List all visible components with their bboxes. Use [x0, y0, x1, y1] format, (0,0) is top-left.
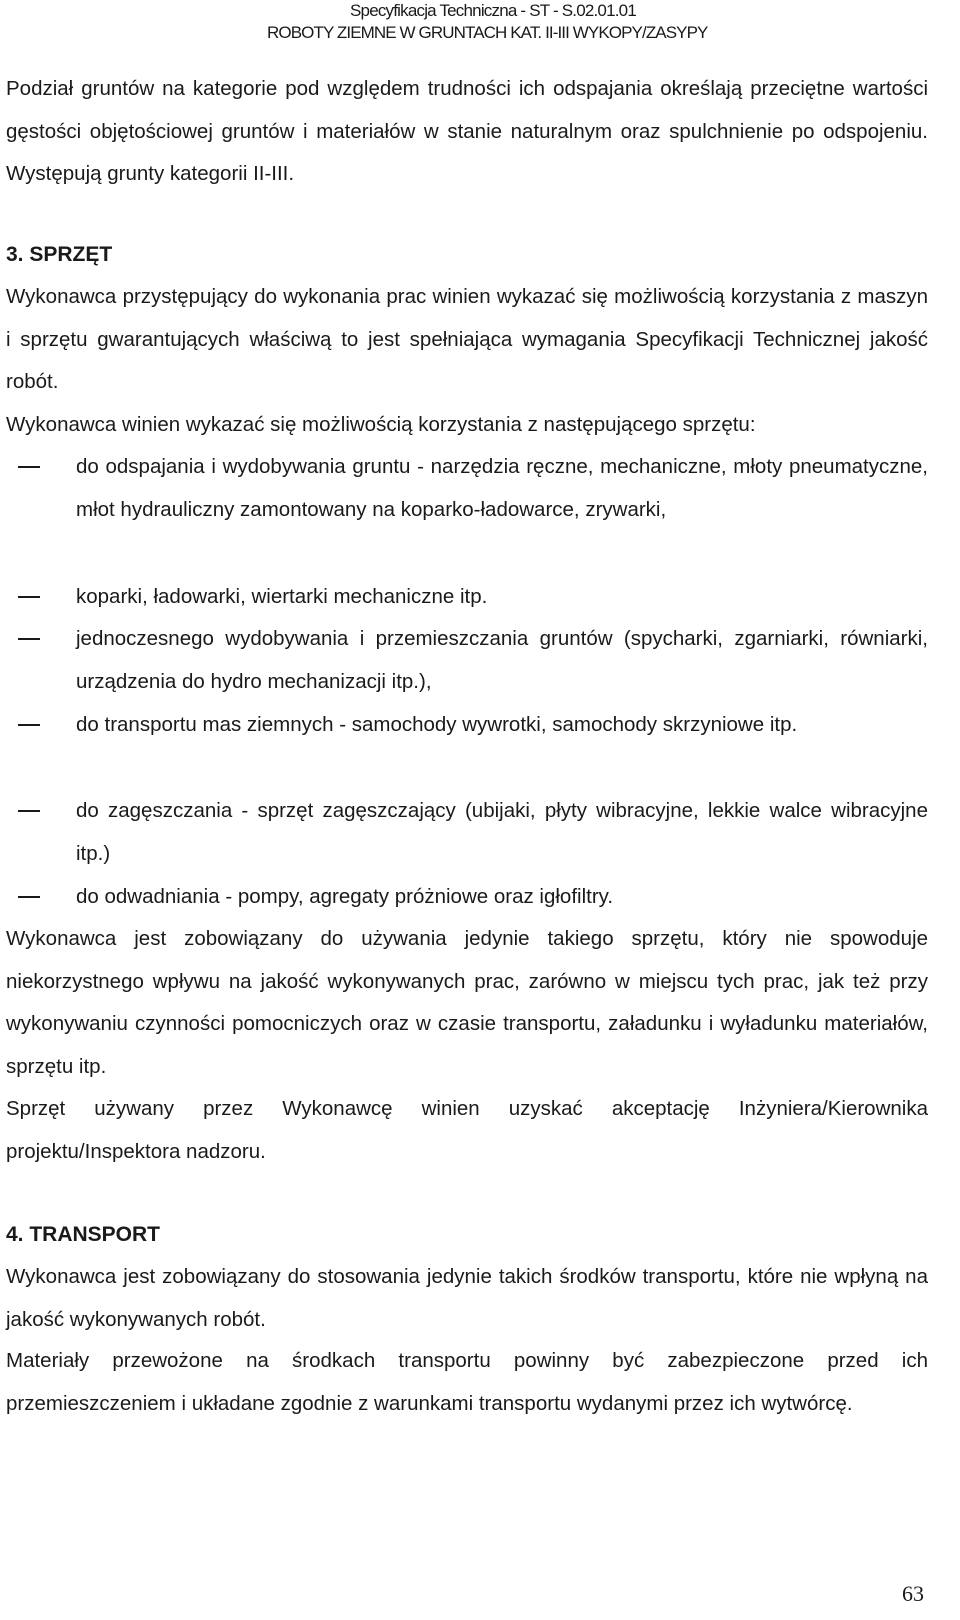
list-item-text: do odspajania i wydobywania gruntu - narzędzia ręczne, mechaniczne, młoty pneumatyczne, młot hydrauliczny zamontowany na koparko-ładowarce, zrywarki,	[76, 455, 928, 521]
list-item-text: koparki, ładowarki, wiertarki mechaniczne itp.	[76, 585, 488, 608]
section-4-heading: 4. TRANSPORT	[6, 1223, 161, 1246]
dash-bullet-icon	[18, 810, 40, 812]
section-4-paragraph-1: Wykonawca jest zobowiązany do stosowania jedynie takich środków transportu, które nie wpłyną na jakość wykonywanych robót.	[6, 1265, 928, 1331]
section-4-paragraph-2: Materiały przewożone na środkach transportu powinny być zabezpieczone przed ich przemieszczeniem i układane zgodnie z warunkami transportu wydanymi przez ich wytwórcę.	[6, 1349, 928, 1415]
list-item-text: do transportu mas ziemnych - samochody wywrotki, samochody skrzyniowe itp.	[76, 713, 798, 736]
list-item-text: do zagęszczania - sprzęt zagęszczający (ubijaki, płyty wibracyjne, lekkie walce wibracyjne itp.)	[76, 799, 928, 865]
header-works-title: ROBOTY ZIEMNE W GRUNTACH KAT. II-III WYKOPY/ZASYPY	[267, 23, 708, 42]
page-number: 63	[902, 1581, 924, 1606]
intro-paragraph: Podział gruntów na kategorie pod względem trudności ich odspajania określają przeciętne wartości gęstości objętościowej gruntów i materiałów w stanie naturalnym oraz spulchnienie po odspojeniu. Występują grunty kategorii II-III.	[6, 77, 928, 185]
section-3-paragraph-3: Sprzęt używany przez Wykonawcę winien uzyskać akceptację Inżyniera/Kierownika projektu/Inspektora nadzoru.	[6, 1097, 928, 1163]
list-item-text: do odwadniania - pompy, agregaty próżniowe oraz igłofiltry.	[76, 885, 614, 908]
header-spec-title: Specyfikacja Techniczna - ST - S.02.01.01	[350, 1, 636, 20]
section-3-heading: 3. SPRZĘT	[6, 243, 113, 266]
section-3-paragraph-1: Wykonawca przystępujący do wykonania prac winien wykazać się możliwością korzystania z maszyn i sprzętu gwarantujących właściwą to jest spełniająca wymagania Specyfikacji Technicznej jakość robót.	[6, 285, 928, 393]
equipment-list-intro: Wykonawca winien wykazać się możliwością korzystania z następującego sprzętu:	[6, 413, 756, 436]
dash-bullet-icon	[18, 724, 40, 726]
section-3-paragraph-2: Wykonawca jest zobowiązany do używania jedynie takiego sprzętu, który nie spowoduje niekorzystnego wpływu na jakość wykonywanych prac, zarówno w miejscu tych prac, jak też przy wykonywaniu czynności pomocniczych oraz w czasie transportu, załadunku i wyładunku materiałów, sprzętu itp.	[6, 927, 928, 1078]
dash-bullet-icon	[18, 638, 40, 640]
dash-bullet-icon	[18, 596, 40, 598]
dash-bullet-icon	[18, 466, 40, 468]
list-item-text: jednoczesnego wydobywania i przemieszczania gruntów (spycharki, zgarniarki, równiarki, urządzenia do hydro mechanizacji itp.),	[76, 627, 928, 693]
dash-bullet-icon	[18, 896, 40, 898]
